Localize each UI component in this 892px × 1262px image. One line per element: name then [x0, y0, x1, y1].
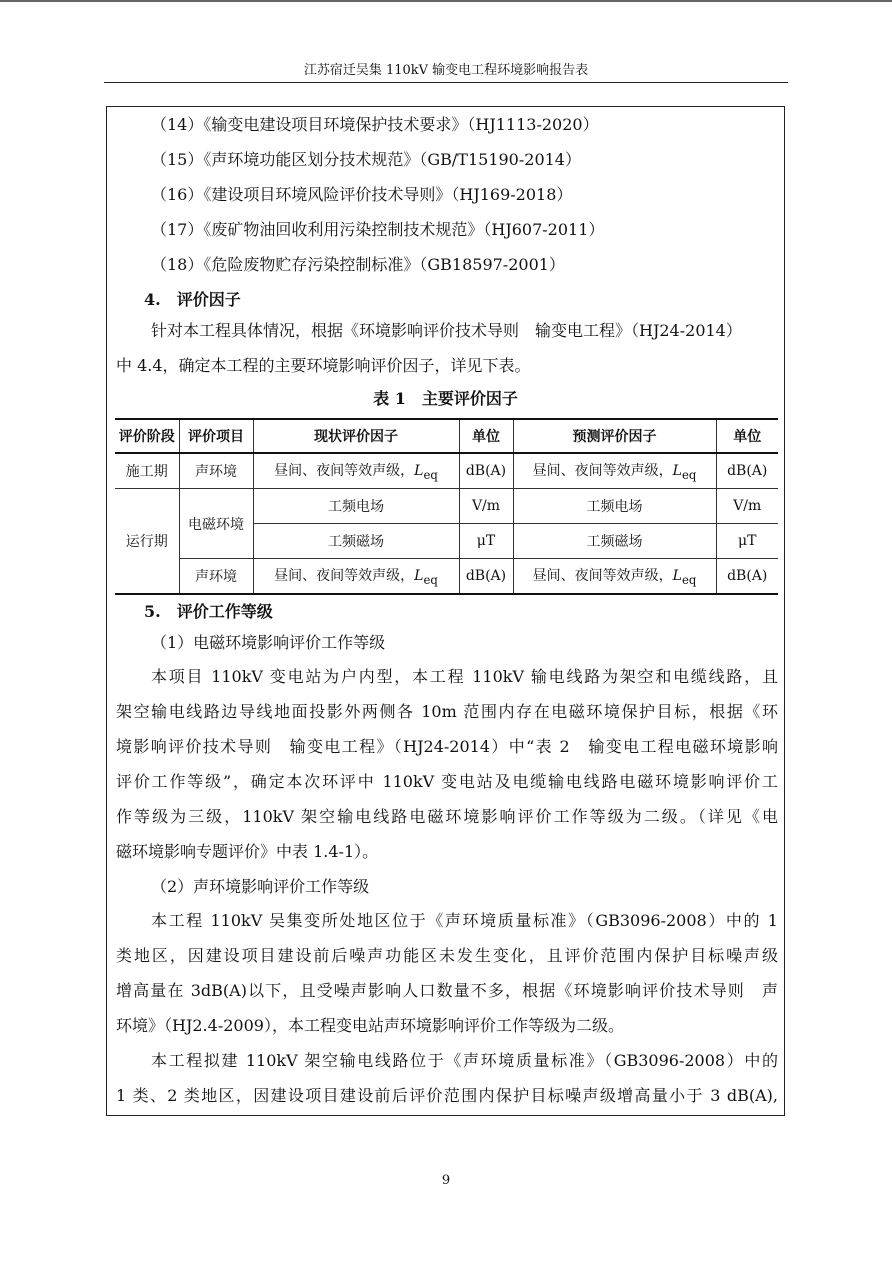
page-top-border: [0, 0, 892, 2]
reference-item-17: （17）《废矿物油回收利用污染控制技术规范》（HJ607-2011）: [151, 220, 605, 239]
header-unit: 单位: [459, 419, 513, 453]
table-caption: 表 1 主要评价因子: [373, 389, 518, 408]
header-current-factor: 现状评价因子: [253, 419, 459, 453]
section-5-para1-line-4: 评价工作等级”，确定本次环评中 110kV 变电站及电缆输电线路电磁环境影响评价工: [116, 772, 778, 791]
current-factor-cell: 工频磁场: [253, 524, 459, 559]
table-row: [115, 453, 778, 489]
section-5-para2-line-3: 增高量在 3dB(A)以下，且受噪声影响人口数量不多，根据《环境影响评价技术导则 声: [116, 981, 778, 1000]
stage-cell: 施工期: [115, 453, 179, 489]
pred-unit-cell: μT: [716, 524, 778, 559]
header-predicted-factor: 预测评价因子: [513, 419, 716, 453]
section-5-subheading-1: （1）电磁环境影响评价工作等级: [151, 633, 386, 652]
page-number: 9: [441, 1173, 451, 1188]
section-5-para2-line-1: 本工程 110kV 吴集变所处地区位于《声环境质量标准》（GB3096-2008）中的 1: [151, 911, 778, 930]
section-5-heading: 5. 评价工作等级: [144, 602, 273, 621]
item-cell: 声环境: [179, 453, 253, 489]
current-factor-cell: 昼间、夜间等效声级，$L_{eq}$: [253, 453, 459, 489]
section-5-para2-line-2: 类地区，因建设项目建设前后噪声功能区未发生变化，且评价范围内保护目标噪声级: [116, 946, 778, 965]
section-5-para2-line-4: 环境》（HJ2.4-2009），本工程变电站声环境影响评价工作等级为二级。: [116, 1016, 624, 1035]
section-4-paragraph-line-1: 针对本工程具体情况，根据《环境影响评价技术导则 输变电工程》（HJ24-2014）: [151, 321, 742, 340]
current-factor-cell: 昼间、夜间等效声级，$L_{eq}$: [253, 559, 459, 595]
section-5-para1-line-2: 架空输电线路边导线地面投影外两侧各 10m 范围内存在电磁环境保护目标，根据《环: [116, 702, 778, 721]
report-header-title: 江苏宿迁吴集 110kV 输变电工程环境影响报告表: [303, 63, 589, 78]
item-cell: 声环境: [179, 559, 253, 595]
unit-cell: V/m: [459, 489, 513, 524]
section-5-subheading-2: （2）声环境影响评价工作等级: [151, 877, 370, 896]
reference-item-15: （15）《声环境功能区划分技术规范》（GB/T15190-2014）: [151, 150, 581, 169]
section-5-para1-line-5: 作等级为三级，110kV 架空输电线路电磁环境影响评价工作等级为二级。（详见《电: [116, 807, 778, 826]
section-5-para1-line-3: 境影响评价技术导则 输变电工程》（HJ24-2014）中“表 2 输变电工程电磁环境影响: [116, 737, 778, 756]
unit-cell: μT: [459, 524, 513, 559]
header-stage: 评价阶段: [115, 419, 179, 453]
section-4-heading: 4. 评价因子: [144, 290, 241, 309]
section-5-para3-line-2: 1 类、2 类地区，因建设项目建设前后评价范围内保护目标噪声级增高量小于 3 dB(A),: [116, 1086, 778, 1105]
unit-cell: dB(A): [459, 559, 513, 595]
evaluation-factors-table: [115, 418, 778, 595]
pred-unit-cell: V/m: [716, 489, 778, 524]
section-4-paragraph-line-2: 中 4.4，确定本工程的主要环境影响评价因子，详见下表。: [116, 356, 531, 375]
stage-cell: 运行期: [115, 489, 179, 595]
unit-cell: dB(A): [459, 453, 513, 489]
header-item: 评价项目: [179, 419, 253, 453]
header-rule: [104, 82, 788, 83]
reference-item-18: （18）《危险废物贮存污染控制标准》（GB18597-2001）: [151, 255, 565, 274]
section-5-para1-line-1: 本项目 110kV 变电站为户内型，本工程 110kV 输电线路为架空和电缆线路，且: [151, 667, 778, 686]
section-5-para1-line-6: 磁环境影响专题评价》中表 1.4-1）。: [116, 842, 379, 861]
reference-item-16: （16）《建设项目环境风险评价技术导则》（HJ169-2018）: [151, 185, 573, 204]
table-row: [115, 559, 778, 595]
reference-item-14: （14）《输变电建设项目环境保护技术要求》（HJ1113-2020）: [151, 115, 599, 134]
predicted-factor-cell: 昼间、夜间等效声级，$L_{eq}$: [513, 453, 716, 489]
table-row: [115, 489, 778, 524]
pred-unit-cell: dB(A): [716, 453, 778, 489]
table-header-row: [115, 419, 778, 453]
current-factor-cell: 工频电场: [253, 489, 459, 524]
predicted-factor-cell: 工频电场: [513, 489, 716, 524]
predicted-factor-cell: 昼间、夜间等效声级，$L_{eq}$: [513, 559, 716, 595]
predicted-factor-cell: 工频磁场: [513, 524, 716, 559]
section-5-para3-line-1: 本工程拟建 110kV 架空输电线路位于《声环境质量标准》（GB3096-2008）中的: [151, 1051, 778, 1070]
item-cell: 电磁环境: [179, 489, 253, 559]
pred-unit-cell: dB(A): [716, 559, 778, 595]
header-pred-unit: 单位: [716, 419, 778, 453]
